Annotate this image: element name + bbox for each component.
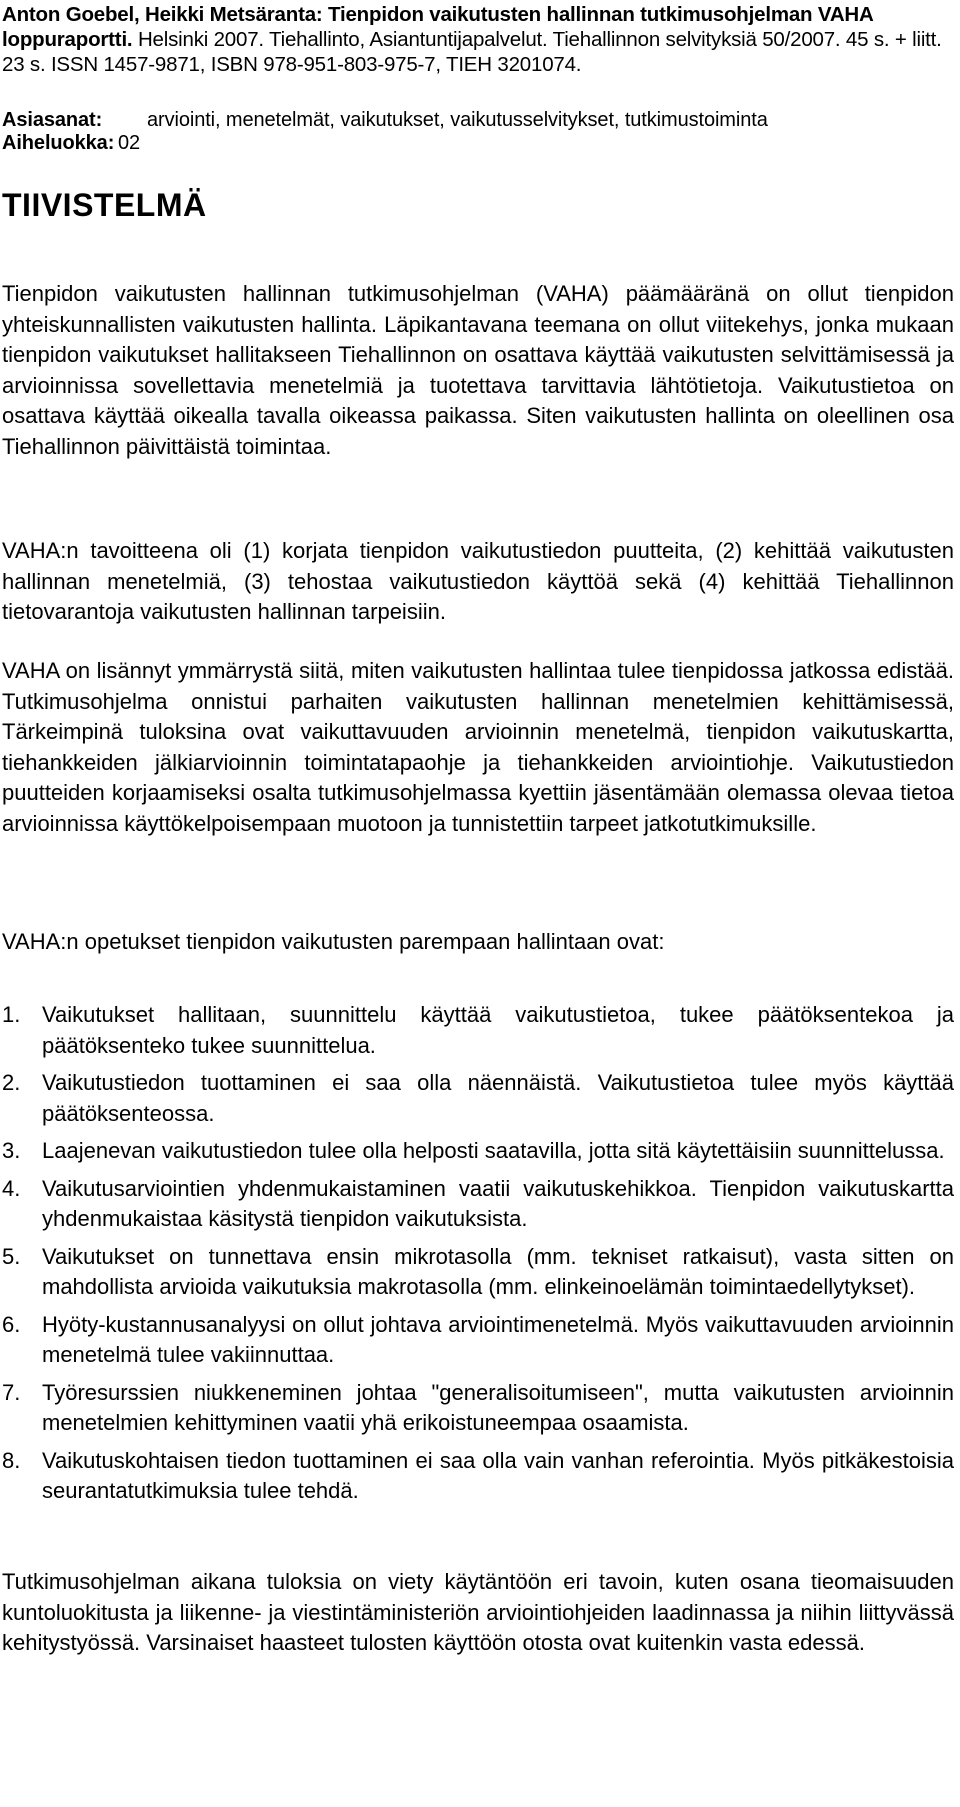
citation-details: Helsinki 2007. Tiehallinto, Asiantuntijapalvelut. Tiehallinnon selvityksiä 50/2007. 45 s. + liitt. 23 s. ISSN 1457-9871, ISBN 978-951-803-975-7, TIEH 3201074. — [2, 28, 942, 76]
list-item-text: Vaikutukset on tunnettava ensin mikrotasolla (mm. tekniset ratkaisut), vasta sitten on mahdollista arvioida vaikutuksia makrotasolla (mm. elinkeinoelämän toimintaedellytykset). — [42, 1243, 954, 1299]
abstract-heading: TIIVISTELMÄ — [2, 187, 207, 223]
lessons-list — [2, 1000, 954, 1514]
list-item — [2, 1000, 954, 1061]
paragraph-implementation: Tutkimusohjelman aikana tuloksia on viety käytäntöön eri tavoin, kuten osana tieomaisuuden kuntoluokitusta ja liikenne- ja viestintäministeriön arviointiohjeiden laadinnassa ja niihin liittyvässä kehitystyössä. Varsinaiset haasteet tulosten käyttöön otosta ovat kuitenkin vasta edessä. — [2, 1569, 954, 1655]
list-item-text: Vaikutuskohtaisen tiedon tuottaminen ei saa olla vain vanhan referointia. Myös pitkäkestoisia seurantatutkimuksia tulee tehdä. — [42, 1447, 954, 1503]
category-label: Aiheluokka: — [2, 132, 115, 154]
list-item-text: Vaikutustiedon tuottaminen ei saa olla näennäistä. Vaikutustietoa tulee myös käyttää päätöksenteossa. — [42, 1070, 954, 1126]
list-item-number: 5. — [2, 1243, 21, 1269]
citation-block — [2, 2, 954, 77]
list-item-number: 3. — [2, 1138, 21, 1163]
list-item — [2, 1242, 954, 1303]
list-item — [2, 1174, 954, 1235]
list-item-text: Vaikutusarviointien yhdenmukaistaminen vaatii vaikutuskehikkoa. Tienpidon vaikutuskartta yhdenmukaistaa käsitystä tienpidon vaikutuksista. — [42, 1175, 954, 1231]
list-item — [2, 1136, 954, 1167]
list-item — [2, 1378, 954, 1439]
paragraph-results: VAHA on lisännyt ymmärrystä siitä, miten vaikutusten hallintaa tulee tienpidossa jatkossa edistää. Tutkimusohjelma onnistui parhaiten vaikutusten hallinnan menetelmien kehittämisessä, Tärkeimpinä tuloksina ovat vaikuttavuuden arvioinnin menetelmä, tienpidon vaikutuskartta, tiehankkeiden jälkiarvioinnin toimintatapaohje ja tiehankkeiden arviointiohje. Vaikutustiedon puutteiden korjaamiseksi osalta tutkimusohjelmassa kyettiin jäsentämään olemassa olevaa tietoa arvioinnissa käyttökelpoisempaan muotoon ja tunnistettiin tarpeet jatkotutkimuksille. — [2, 658, 954, 836]
paragraph-objectives: VAHA:n tavoitteena oli (1) korjata tienpidon vaikutustiedon puutteita, (2) kehittää vaikutusten hallinnan menetelmiä, (3) tehostaa vaikutustiedon käyttöä sekä (4) kehittää Tiehallinnon tietovarantoja vaikutusten hallinnan tarpeisiin. — [2, 538, 954, 624]
list-item — [2, 1310, 954, 1371]
list-item-text: Vaikutukset hallitaan, suunnittelu käyttää vaikutustietoa, tukee päätöksentekoa ja päätöksenteko tukee suunnittelua. — [42, 1002, 954, 1058]
citation-authors-title: Anton Goebel, Heikki Metsäranta: Tienpidon vaikutusten hallinnan tutkimusohjelman VAHA loppuraportti. — [2, 3, 873, 51]
category-value: 02 — [118, 132, 141, 154]
list-item-number: 7. — [2, 1379, 21, 1405]
list-item-text: Työresurssien niukkeneminen johtaa "generalisoitumiseen", mutta vaikutusten arvioinnin menetelmien kehittyminen vaatii yhä erikoistuneempaa osaamista. — [42, 1379, 954, 1435]
list-item — [2, 1446, 954, 1507]
keywords-label: Asiasanat: — [2, 109, 103, 131]
paragraph-goal: Tienpidon vaikutusten hallinnan tutkimusohjelman (VAHA) päämääränä on ollut tienpidon yhteiskunnallisten vaikutusten hallinta. Läpikantavana teemana on ollut viitekehys, jonka mukaan tienpidon vaikutukset hallitakseen Tiehallinnon on osattava käyttää vaikutusten selvittämisessä ja arvioinnissa sovellettavia menetelmiä ja tuotettava tarvittavia lähtötietoja. Vaikutustietoa on osattava käyttää oikealla tavalla oikeassa paikassa. Siten vaikutusten hallinta on oleellinen osa Tiehallinnon päivittäistä toimintaa. — [2, 281, 954, 459]
list-item-text: Hyöty-kustannusanalyysi on ollut johtava arviointimenetelmä. Myös vaikuttavuuden arvioinnin menetelmä tulee vakiinnuttaa. — [42, 1311, 954, 1367]
list-item — [2, 1068, 954, 1129]
list-item-number: 1. — [2, 1002, 21, 1027]
list-item-number: 2. — [2, 1070, 21, 1095]
keywords-value: arviointi, menetelmät, vaikutukset, vaikutusselvitykset, tutkimustoiminta — [147, 109, 768, 131]
list-item-number: 6. — [2, 1311, 21, 1337]
paragraph-lessons-intro: VAHA:n opetukset tienpidon vaikutusten parempaan hallintaan ovat: — [2, 929, 665, 954]
category-line — [2, 130, 952, 156]
list-item-number: 8. — [2, 1447, 21, 1473]
list-item-text: Laajenevan vaikutustiedon tulee olla helposti saatavilla, jotta sitä käytettäisiin suunnittelussa. — [42, 1138, 945, 1163]
list-item-number: 4. — [2, 1175, 21, 1201]
